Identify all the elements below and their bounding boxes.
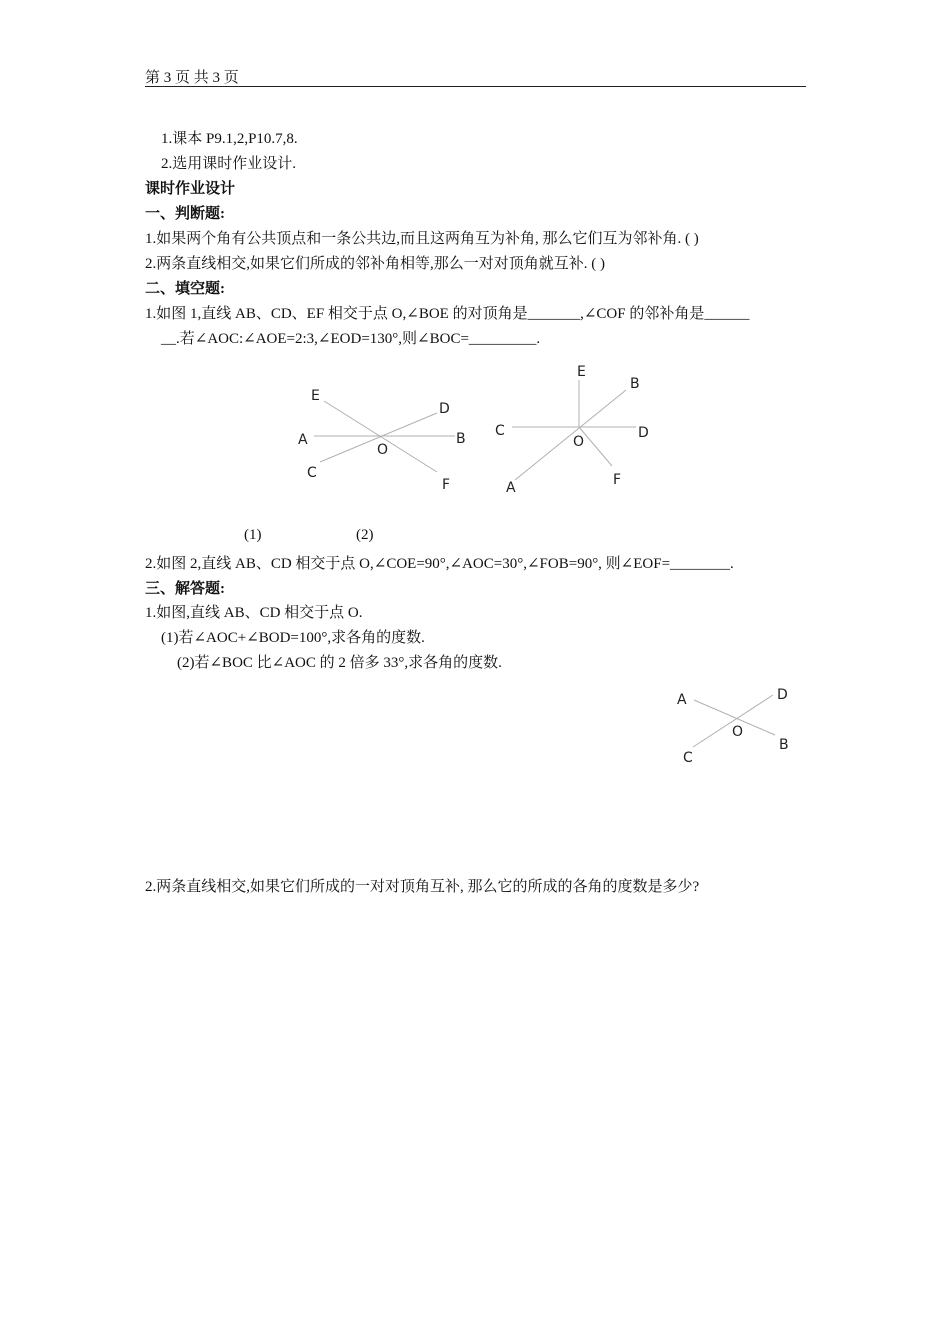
fig1-label-o: O [377,442,389,458]
section2-question-1-line1: 1.如图 1,直线 AB、CD、EF 相交于点 O,∠BOE 的对顶角是_______,∠COF 的邻补角是______ [145,306,750,322]
section2-question-1-line2: __.若∠AOC:∠AOE=2:3,∠EOD=130°,则∠BOC=_________. [161,331,541,347]
fig2-label-e: E [577,364,586,380]
fig2-label-c: C [495,423,505,439]
fig1-label-a: A [298,432,308,448]
section1-title: 一、判断题: [145,206,225,222]
fig2-label-d: D [638,425,649,441]
fig1-label-f: F [442,477,451,493]
fig2-label-a: A [506,480,516,496]
fig1-label-c: C [307,465,317,481]
fig3-label-d: D [777,687,788,703]
fig3-label-c: C [683,750,693,766]
section1-question-2: 2.两条直线相交,如果它们所成的邻补角相等,那么一对对顶角就互补. ( ) [145,256,605,272]
fig1-label-d: D [439,401,450,417]
section1-question-1: 1.如果两个角有公共顶点和一条公共边,而且这两角互为补角, 那么它们互为邻补角. ( ) [145,231,699,247]
section3-question-2: 2.两条直线相交,如果它们所成的一对对顶角互补, 那么它的所成的各角的度数是多少? [145,879,700,895]
section3-title: 三、解答题: [145,581,225,597]
section2-title: 二、填空题: [145,281,225,297]
homework-title: 课时作业设计 [145,181,236,197]
fig2-label-f: F [613,472,622,488]
figure-1-caption: (1) [244,527,262,543]
page-header: 第 3 页 共 3 页 [145,70,239,86]
assignment-line-2: 2.选用课时作业设计. [161,156,297,172]
fig2-label-b: B [630,376,640,392]
fig1-label-b: B [456,431,466,447]
section3-question-1-part-2: (2)若∠BOC 比∠AOC 的 2 倍多 33°,求各角的度数. [177,655,502,671]
fig3-label-b: B [779,737,789,753]
section2-question-2: 2.如图 2,直线 AB、CD 相交于点 O,∠COE=90°,∠AOC=30°,∠FOB=90°, 则∠EOF=________. [145,556,734,572]
fig3-label-o: O [732,724,744,740]
fig3-label-a: A [677,692,687,708]
assignment-line-1: 1.课本 P9.1,2,P10.7,8. [161,131,298,147]
figure-2-caption: (2) [356,527,374,543]
fig1-label-e: E [311,388,320,404]
section3-question-1-part-1: (1)若∠AOC+∠BOD=100°,求各角的度数. [161,630,425,646]
fig2-label-o: O [573,434,585,450]
section3-question-1: 1.如图,直线 AB、CD 相交于点 O. [145,605,363,621]
